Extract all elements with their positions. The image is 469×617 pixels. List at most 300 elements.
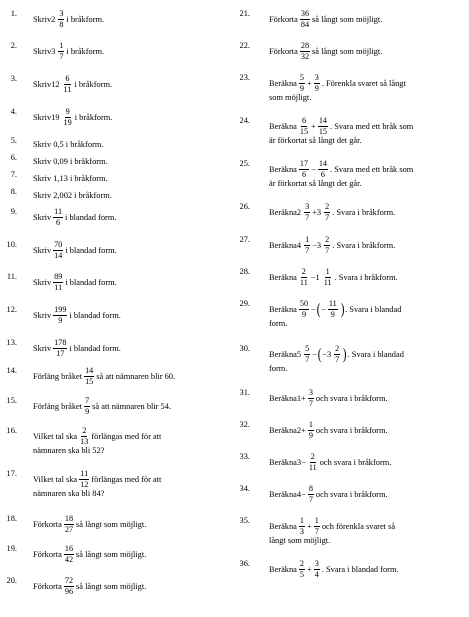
exercise-number: 2. <box>10 41 17 50</box>
fraction-denominator: 3 <box>299 527 304 537</box>
fraction-numerator: 3 <box>314 560 320 570</box>
exercise-text-segment: i blandad form. <box>65 213 117 223</box>
fraction-denominator: 7 <box>325 213 330 223</box>
fraction-numerator: 2 <box>299 560 305 570</box>
exercise-text-segment: i bråkform. <box>74 80 113 90</box>
fraction-denominator: 15 <box>85 377 94 387</box>
exercise-text-segment: Skriv <box>33 47 52 57</box>
exercise-text <box>269 484 467 505</box>
fraction <box>324 236 330 255</box>
exercise-line <box>269 159 467 180</box>
fraction <box>308 485 314 504</box>
mixed-number-whole: 3 <box>316 208 322 218</box>
fraction <box>328 300 338 319</box>
fraction-denominator: 13 <box>80 437 89 447</box>
exercise-number: 25. <box>239 159 250 168</box>
exercise-number: 1. <box>10 9 17 18</box>
fraction <box>314 74 320 93</box>
fraction-denominator: 17 <box>56 349 65 359</box>
exercise-text-segment: + <box>307 79 312 89</box>
fraction-denominator: 9 <box>58 316 63 326</box>
fraction-numerator: 11 <box>328 300 338 310</box>
exercise-text-segment: form. <box>269 363 288 373</box>
exercise-text-segment: Beräkna <box>269 79 297 89</box>
exercise-item <box>233 345 469 385</box>
exercise-text-segment: Skriv <box>33 246 52 256</box>
exercise-text-segment: Beräkna <box>269 165 297 175</box>
fraction <box>53 339 67 358</box>
fraction-numerator: 14 <box>318 117 328 127</box>
fraction-denominator: 6 <box>320 170 325 180</box>
exercise-text-segment: i blandad form. <box>65 246 117 256</box>
fraction <box>304 236 310 255</box>
exercise-item <box>0 577 232 617</box>
exercise-item <box>233 560 469 600</box>
fraction-denominator: 12 <box>80 480 89 490</box>
exercise-text-segment: i blandad form. <box>65 278 117 288</box>
exercise-text-segment: och svara i bråkform. <box>315 426 388 436</box>
exercise-number: 4. <box>10 107 17 116</box>
exercise-text-segment: Beräkna <box>269 208 297 218</box>
mixed-number-whole: 1 <box>315 273 320 283</box>
exercise-line <box>33 272 228 293</box>
exercise-item <box>233 517 469 557</box>
parenthesis: ( <box>317 345 322 363</box>
fraction-denominator: 11 <box>54 283 63 293</box>
exercise-text-segment: Skriv <box>33 311 52 321</box>
exercise-text-segment: och svara i bråkform. <box>315 490 388 500</box>
fraction-numerator: 16 <box>64 545 74 555</box>
exercise-line <box>33 426 228 447</box>
exercise-text-segment: Förläng bråket <box>33 402 83 412</box>
exercise-text <box>33 427 228 456</box>
exercise-number: 32. <box>239 420 250 429</box>
exercise-text-segment: 4− <box>296 490 306 500</box>
exercise-text-segment: i bråkform. <box>66 47 105 57</box>
exercise-number: 23. <box>239 73 250 82</box>
exercise-line <box>269 41 467 62</box>
fraction <box>63 108 73 127</box>
exercise-text-segment: Skriv <box>33 15 52 25</box>
exercise-number: 24. <box>239 116 250 125</box>
fraction-numerator: 2 <box>310 453 316 463</box>
exercise-number: 11. <box>6 272 17 281</box>
fraction-denominator: 7 <box>59 52 64 62</box>
exercise-text <box>33 576 228 597</box>
mixed-number-whole: 2 <box>51 15 56 25</box>
exercise-line <box>269 361 467 374</box>
fraction-numerator: 1 <box>299 517 305 527</box>
fraction-numerator: 50 <box>299 300 309 310</box>
fraction-denominator: 7 <box>308 495 313 505</box>
exercise-number: 29. <box>239 299 250 308</box>
exercise-line <box>33 41 228 62</box>
exercise-text <box>269 74 467 103</box>
exercise-text-segment: nämnaren ska bli 84? <box>33 488 105 498</box>
exercise-text-segment: nämnaren ska bli 52? <box>33 445 105 455</box>
fraction-numerator: 17 <box>299 160 309 170</box>
exercise-line <box>33 544 228 565</box>
fraction-denominator: 9 <box>85 407 90 417</box>
fraction <box>64 515 74 534</box>
exercise-line <box>33 396 228 417</box>
exercise-item <box>233 300 469 340</box>
fraction-numerator: 11 <box>53 208 63 218</box>
fraction-denominator: 5 <box>299 570 304 580</box>
exercise-line <box>33 443 228 456</box>
fraction-numerator: 72 <box>64 577 74 587</box>
exercise-text <box>269 517 467 546</box>
fraction <box>64 545 74 564</box>
exercise-text <box>269 452 467 473</box>
exercise-line <box>269 559 467 580</box>
exercise-text-segment: Förkorta <box>269 15 298 25</box>
exercise-text-segment: i blandad form. <box>69 311 121 321</box>
exercise-text-segment: Beräkna <box>269 273 297 283</box>
exercise-text-segment: Skriv 0,09 i bråkform. <box>33 156 108 166</box>
exercise-line <box>33 240 228 261</box>
exercise-number: 8. <box>10 187 17 196</box>
fraction <box>84 397 90 416</box>
fraction-denominator: 11 <box>63 85 72 95</box>
exercise-line <box>269 344 467 365</box>
exercise-text <box>269 160 467 189</box>
mixed-number-whole: 19 <box>51 113 60 123</box>
exercise-text-segment: i bråkform. <box>66 15 105 25</box>
exercise-line <box>33 9 228 30</box>
exercise-line <box>269 516 467 537</box>
fraction-denominator: 11 <box>308 463 317 473</box>
parenthesis: ) <box>340 300 345 318</box>
exercise-text <box>33 272 228 293</box>
fraction-numerator: 2 <box>324 236 330 246</box>
exercise-text-segment: 2+ <box>296 426 306 436</box>
exercise-text-segment: Beräkna <box>269 426 297 436</box>
exercise-line <box>33 305 228 326</box>
exercise-line <box>33 514 228 535</box>
exercise-text-segment: + <box>312 208 317 218</box>
mixed-number-whole: 5 <box>296 350 302 360</box>
fraction-denominator: 9 <box>314 84 319 94</box>
exercise-text-segment: i bråkform. <box>74 113 113 123</box>
exercise-text-segment: . Svara i bråkform. <box>332 208 396 218</box>
fraction <box>304 203 310 222</box>
fraction <box>58 10 64 29</box>
exercise-number: 36. <box>239 559 250 568</box>
exercise-text-segment: + <box>307 565 312 575</box>
exercise-text-segment: förlängas med för att <box>91 475 162 485</box>
exercise-line <box>33 486 228 499</box>
fraction-numerator: 1 <box>314 517 320 527</box>
fraction <box>300 10 310 29</box>
exercise-text <box>33 9 228 30</box>
exercise-text-segment: som möjligt. <box>269 92 312 102</box>
exercise-text-segment: Skriv <box>33 80 52 90</box>
exercise-text-segment: är förkortat så långt det går. <box>269 178 362 188</box>
exercise-text <box>269 267 467 288</box>
exercise-line <box>33 338 228 359</box>
exercise-text <box>33 338 228 359</box>
fraction <box>53 241 63 260</box>
fraction-denominator: 14 <box>54 251 63 261</box>
exercise-text-segment: i blandad form. <box>69 344 121 354</box>
exercise-text-segment: Skriv 2,002 i bråkform. <box>33 190 112 200</box>
fraction-numerator: 5 <box>304 345 310 355</box>
exercise-line <box>269 452 467 473</box>
fraction-denominator: 8 <box>59 20 64 30</box>
exercise-text-segment: − <box>321 305 326 315</box>
exercise-text <box>33 207 228 228</box>
exercise-text-segment: Beräkna <box>269 241 297 251</box>
exercise-text-segment: så långt som möjligt. <box>76 582 147 592</box>
fraction <box>53 273 63 292</box>
fraction-numerator: 1 <box>325 268 331 278</box>
exercise-item <box>233 117 469 157</box>
exercise-text-segment: Förkorta <box>33 582 62 592</box>
exercise-number: 33. <box>239 452 250 461</box>
fraction-numerator: 89 <box>53 273 63 283</box>
exercise-text-segment: Förkorta <box>33 520 62 530</box>
mixed-number-whole: 3 <box>316 241 322 251</box>
fraction-numerator: 3 <box>304 203 310 213</box>
fraction-denominator: 7 <box>314 527 319 537</box>
exercise-text <box>33 396 228 417</box>
fraction-denominator: 7 <box>335 355 340 365</box>
mixed-number-whole: 3 <box>51 47 56 57</box>
exercise-number: 22. <box>239 41 250 50</box>
exercise-text-segment: form. <box>269 318 288 328</box>
fraction-denominator: 32 <box>300 52 310 62</box>
fraction-numerator: 2 <box>81 427 87 437</box>
fraction <box>84 367 94 386</box>
exercise-number: 10. <box>6 240 17 249</box>
exercise-number: 27. <box>239 235 250 244</box>
fraction-numerator: 11 <box>79 470 89 480</box>
fraction-numerator: 18 <box>64 515 74 525</box>
exercise-text <box>269 9 467 30</box>
exercise-text-segment: . Svara med ett bråk som <box>330 165 414 175</box>
exercise-number: 14. <box>6 366 17 375</box>
exercise-text-segment: Beräkna <box>269 522 297 532</box>
exercise-item <box>233 74 469 114</box>
exercise-item <box>0 427 232 467</box>
exercise-number: 35. <box>239 516 250 525</box>
exercise-text-segment: förlängas med för att <box>91 432 162 442</box>
exercise-text-segment: så att nämnaren blir 60. <box>96 372 176 382</box>
exercise-line <box>269 533 467 546</box>
exercise-text-segment: Beräkna <box>269 350 297 360</box>
fraction-denominator: 7 <box>305 355 310 365</box>
fraction-denominator: 9 <box>308 431 313 441</box>
fraction <box>334 345 340 364</box>
exercise-number: 9. <box>10 207 17 216</box>
exercise-number: 3. <box>10 74 17 83</box>
exercise-text-segment: Skriv 1,13 i bråkform. <box>33 173 108 183</box>
exercise-text <box>33 514 228 535</box>
fraction-numerator: 1 <box>58 42 64 52</box>
fraction-numerator: 199 <box>53 306 67 316</box>
exercise-text-segment: − <box>312 350 317 360</box>
exercise-number: 7. <box>10 170 17 179</box>
exercise-text <box>33 137 228 150</box>
fraction-numerator: 3 <box>58 10 64 20</box>
fraction-denominator: 84 <box>300 20 310 30</box>
exercise-text-segment: Vilket tal ska <box>33 432 78 442</box>
exercise-text-segment: så långt som möjligt. <box>76 550 147 560</box>
parenthesis: ) <box>343 345 347 363</box>
fraction-denominator: 7 <box>305 213 310 223</box>
exercise-text-segment: 1+ <box>296 394 306 404</box>
fraction-denominator: 19 <box>63 118 72 128</box>
exercise-text-segment: Skriv <box>33 278 52 288</box>
fraction <box>324 203 330 222</box>
exercise-text-segment: är förkortat så långt det går. <box>269 135 362 145</box>
exercise-text <box>269 388 467 409</box>
exercise-line <box>269 116 467 137</box>
exercise-number: 5. <box>10 136 17 145</box>
exercise-line <box>33 207 228 228</box>
exercise-text-segment: och svara i bråkform. <box>319 458 392 468</box>
exercise-number: 20. <box>6 576 17 585</box>
exercise-text-segment: Vilket tal ska <box>33 475 78 485</box>
fraction-denominator: 11 <box>299 278 308 288</box>
exercise-text <box>269 117 467 146</box>
exercise-number: 13. <box>6 338 17 347</box>
exercise-number: 31. <box>239 388 250 397</box>
exercise-item <box>233 160 469 200</box>
mixed-number-whole: 3 <box>326 350 332 360</box>
exercise-text <box>33 188 228 201</box>
fraction-numerator: 70 <box>53 241 63 251</box>
fraction-denominator: 9 <box>301 310 307 320</box>
fraction-denominator: 15 <box>318 127 328 137</box>
exercise-text-segment: 3− <box>296 458 306 468</box>
exercise-text-segment: och svara i bråkform. <box>315 394 388 404</box>
fraction <box>63 75 73 94</box>
fraction-denominator: 27 <box>64 525 74 535</box>
exercise-number: 16. <box>6 426 17 435</box>
exercise-text <box>269 41 467 62</box>
exercise-text-segment: Beräkna <box>269 565 297 575</box>
exercise-text <box>33 366 228 387</box>
fraction <box>308 453 318 472</box>
exercise-text-segment: . Svara med ett bråk som <box>330 122 414 132</box>
fraction-denominator: 15 <box>299 127 309 137</box>
exercise-text-segment: Beräkna <box>269 305 297 315</box>
exercise-line <box>269 73 467 94</box>
fraction-denominator: 7 <box>325 246 330 256</box>
fraction-numerator: 14 <box>318 160 328 170</box>
exercise-text-segment: Skriv <box>33 344 52 354</box>
fraction-numerator: 3 <box>314 74 320 84</box>
exercise-text-segment: . Svara i bråkform. <box>332 241 396 251</box>
exercise-text-segment: Skriv 0,5 i bråkform. <box>33 139 104 149</box>
fraction <box>299 560 305 579</box>
exercise-text-segment: . Svara i blandad form. <box>321 565 399 575</box>
exercise-text-segment: så långt som möjligt. <box>312 47 383 57</box>
exercise-number: 26. <box>239 202 250 211</box>
exercise-number: 21. <box>239 9 250 18</box>
exercise-line <box>33 576 228 597</box>
exercise-number: 15. <box>6 396 17 405</box>
exercise-text <box>33 240 228 261</box>
exercise-line <box>269 9 467 30</box>
exercise-text-segment: + <box>307 522 312 532</box>
exercise-text-segment: Beräkna <box>269 394 297 404</box>
fraction <box>53 306 67 325</box>
exercise-text <box>33 305 228 326</box>
fraction-denominator: 11 <box>323 278 332 288</box>
exercise-text-segment: . Svara i blandad <box>345 305 402 315</box>
exercise-text-segment: Beräkna <box>269 490 297 500</box>
fraction-numerator: 36 <box>300 10 310 20</box>
exercise-text <box>269 235 467 256</box>
fraction <box>308 421 314 440</box>
exercise-text-segment: . Förenkla svaret så långt <box>321 79 406 89</box>
fraction-numerator: 2 <box>301 268 307 278</box>
exercise-line <box>33 171 228 184</box>
exercise-line <box>269 299 467 320</box>
exercise-text-segment: Beräkna <box>269 122 297 132</box>
exercise-item <box>0 470 232 510</box>
fraction-denominator: 96 <box>64 587 74 597</box>
fraction <box>314 560 320 579</box>
exercise-text <box>33 107 228 128</box>
exercise-number: 34. <box>239 484 250 493</box>
fraction <box>300 42 310 61</box>
exercise-text <box>269 420 467 441</box>
exercise-number: 30. <box>239 344 250 353</box>
exercise-line <box>269 484 467 505</box>
fraction <box>323 268 333 287</box>
exercise-line <box>269 202 467 223</box>
exercise-line <box>33 107 228 128</box>
fraction-numerator: 2 <box>324 203 330 213</box>
exercise-text <box>33 74 228 95</box>
exercise-line <box>33 469 228 490</box>
exercise-line <box>269 90 467 103</box>
exercise-text-segment: så långt som möjligt. <box>312 15 383 25</box>
fraction-numerator: 1 <box>308 421 314 431</box>
exercise-text-segment: . Svara i blandad <box>347 350 404 360</box>
fraction-denominator: 7 <box>305 246 310 256</box>
exercise-text <box>33 154 228 167</box>
exercise-line <box>269 235 467 256</box>
exercise-text-segment: så långt som möjligt. <box>76 520 147 530</box>
fraction-numerator: 5 <box>299 74 305 84</box>
exercise-text-segment: Skriv <box>33 213 52 223</box>
exercise-number: 12. <box>6 305 17 314</box>
mixed-number-whole: 12 <box>51 80 60 90</box>
exercise-line <box>269 133 467 146</box>
fraction <box>58 42 64 61</box>
exercise-text-segment: − <box>310 273 316 283</box>
exercise-text <box>269 345 467 374</box>
exercise-text <box>33 171 228 184</box>
fraction-denominator: 4 <box>314 570 319 580</box>
fraction-numerator: 8 <box>308 485 314 495</box>
exercise-text-segment: − <box>322 350 327 360</box>
fraction-numerator: 28 <box>300 42 310 52</box>
fraction <box>53 208 63 227</box>
exercise-text <box>33 544 228 565</box>
fraction-numerator: 6 <box>301 117 307 127</box>
fraction-denominator: 9 <box>299 84 304 94</box>
exercise-text-segment: Förläng bråket <box>33 372 83 382</box>
fraction <box>308 389 314 408</box>
exercise-text <box>269 202 467 223</box>
fraction <box>299 268 309 287</box>
